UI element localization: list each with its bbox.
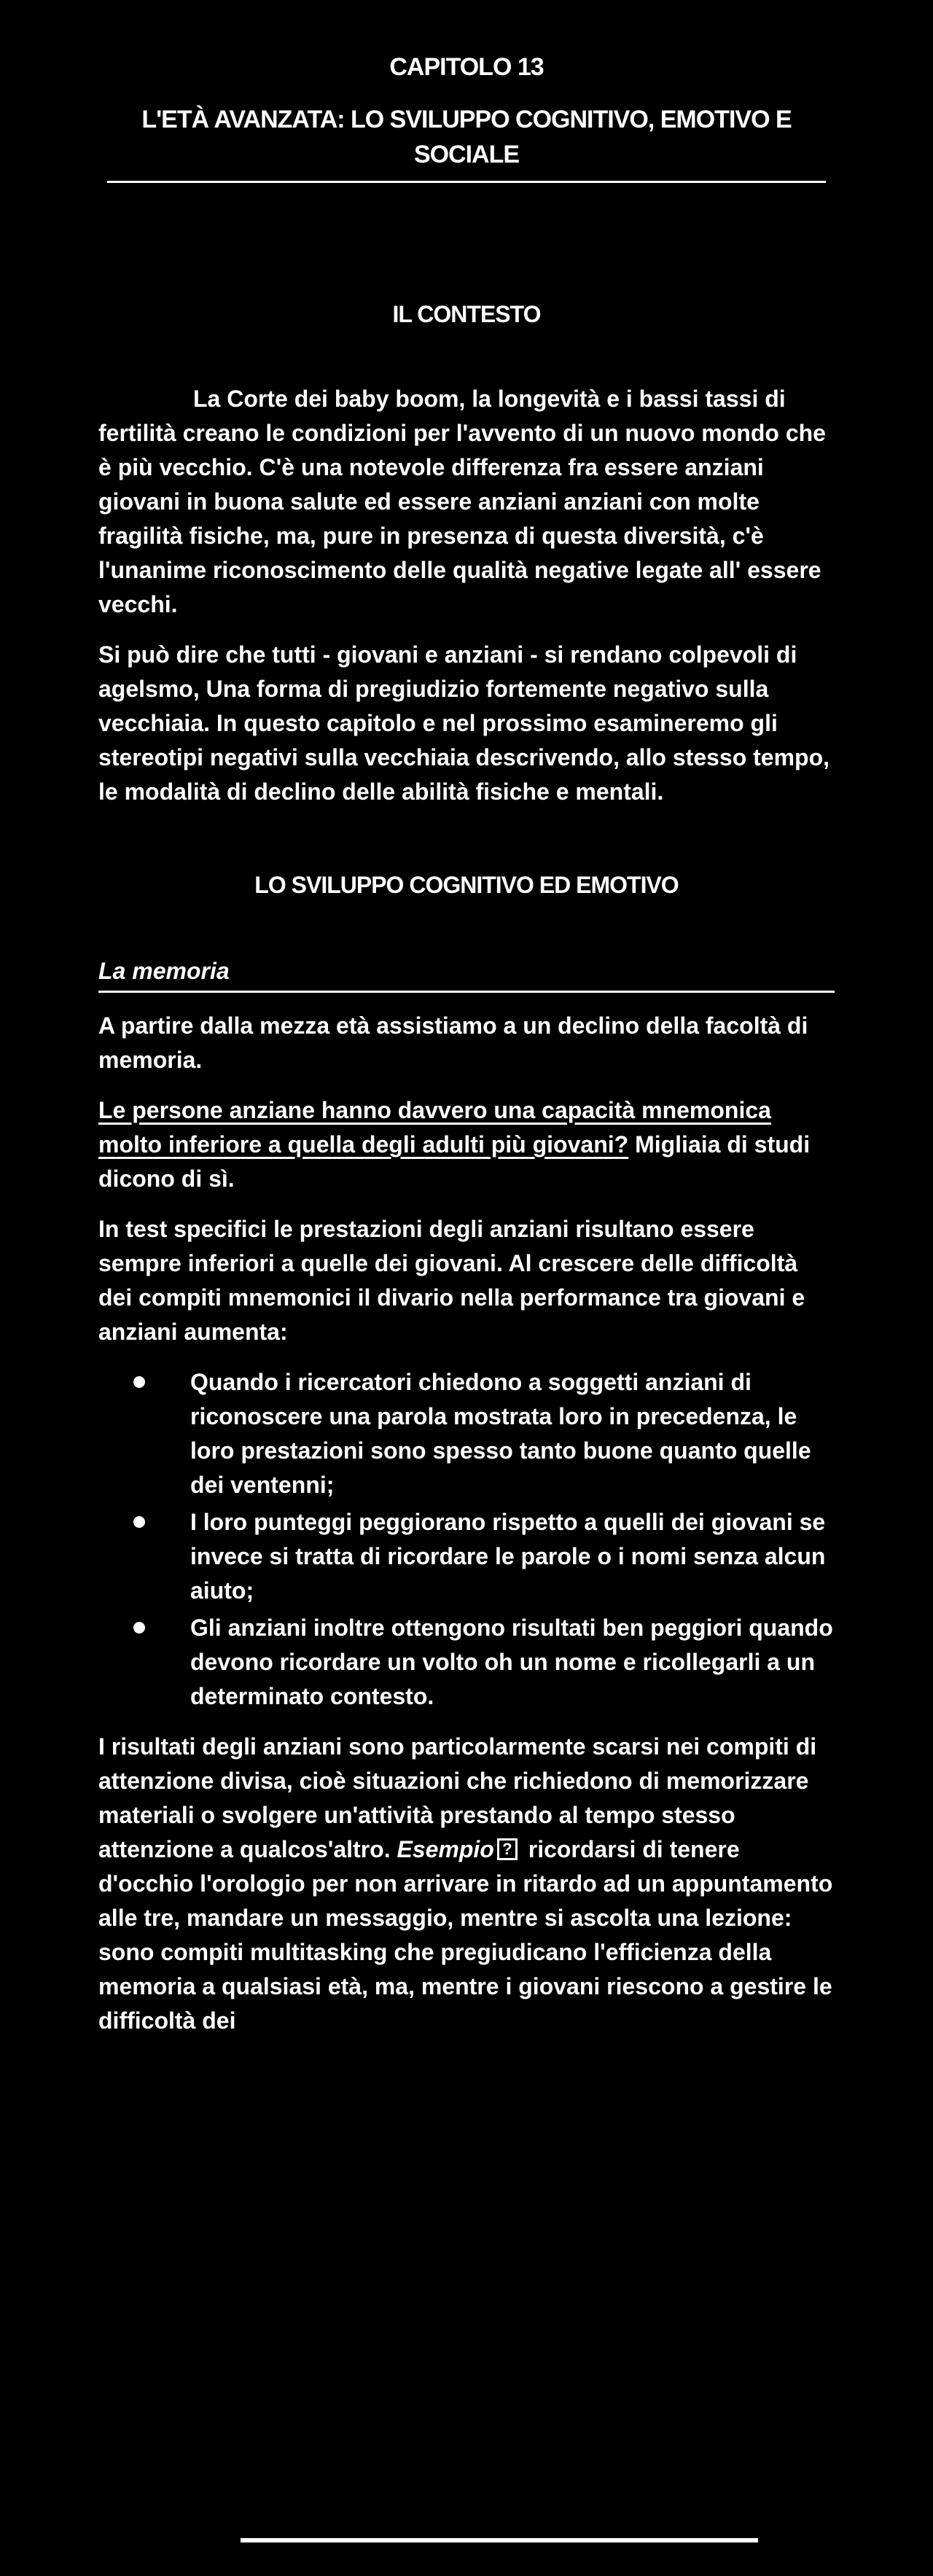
bullet-icon xyxy=(133,1516,145,1528)
question-box-icon: ? xyxy=(497,1838,518,1860)
divided-attention-text: I risultati degli anziani sono particolarmente scarsi nei compiti di attenzione divisa, cioè situazioni che richiedono di memorizzare materiali o svolgere un'attività prestando al tempo stesso attenzione a qualcos'altro. xyxy=(98,1733,817,1862)
paragraph-memory-3: In test specifici le prestazioni degli anziani risultano essere sempre inferiori a quelle dei giovani. Al crescere delle difficoltà dei compiti mnemonici il divario nella performance tra giovani e anziani aumenta: xyxy=(98,1216,805,1345)
list-item-text: I loro punteggi peggiorano rispetto a quelli dei giovani se invece si tratta di ricordare le parole o i nomi senza alcun aiuto; xyxy=(190,1509,826,1604)
list-item-text: Gli anziani inoltre ottengono risultati ben peggiori quando devono ricordare un volto oh un nome e ricollegarli a un determinato contesto. xyxy=(190,1615,833,1709)
chapter-title: L'ETÀ AVANZATA: LO SVILUPPO COGNITIVO, EMOTIVO E SOCIALE xyxy=(141,106,792,168)
bullet-icon xyxy=(133,1376,145,1388)
list-item xyxy=(98,1365,835,1502)
memory-answer: Migliaia di studi dicono di sì. xyxy=(98,1131,811,1192)
memory-bullet-list xyxy=(98,1365,835,1714)
chapter-number: CAPITOLO 13 xyxy=(389,53,544,81)
paragraph-memory-question xyxy=(98,1093,835,1196)
section-title-cognitive: LO SVILUPPO COGNITIVO ED EMOTIVO xyxy=(254,872,679,898)
paragraph-context-2: Si può dire che tutti - giovani e anziani - si rendano colpevoli di agelsmo, Una forma di pregiudizio fortemente negativo sulla vecchiaia. In questo capitolo e nel prossimo esamineremo gli stereotipi negativi sulla vecchiaia descrivendo, allo stesso tempo, le modalità di declino delle abilità fisiche e mentali. xyxy=(98,641,830,805)
subheading-memory: La memoria xyxy=(98,956,835,993)
paragraph-memory-4 xyxy=(98,1730,835,2038)
bullet-icon xyxy=(133,1622,145,1634)
example-text: ricordarsi di tenere d'occhio l'orologio per non arrivare in ritardo ad un appuntamento alle tre, mandare un messaggio, mentre si ascolta una lezione: sono compiti multitasking che pregiudicano l'efficienza della memoria a qualsiasi età, ma, mentre i giovani riescono a gestire le difficoltà dei xyxy=(98,1836,833,2034)
page-cut-highlight xyxy=(241,2538,758,2542)
paragraph-context-1: La Corte dei baby boom, la longevità e i bassi tassi di fertilità creano le condizioni per l'avvento di un nuovo mondo che è più vecchio. C'è una notevole differenza fra essere anziani giovani in buona salute ed essere anziani anziani con molte fragilità fisiche, ma, pure in presenza di questa diversità, c'è l'unanime riconoscimento delle qualità negative legate all' essere vecchi. xyxy=(98,386,826,617)
list-item-text: Quando i ricercatori chiedono a soggetti anziani di riconoscere una parola mostrata loro in precedenza, le loro prestazioni sono spesso tanto buone quanto quelle dei ventenni; xyxy=(190,1369,811,1498)
memory-question: Le persone anziane hanno davvero una capacità mnemonica molto inferiore a quella degli adulti più giovani? xyxy=(98,1097,771,1158)
paragraph-memory-1: A partire dalla mezza età assistiamo a un declino della facoltà di memoria. xyxy=(98,1012,808,1073)
title-divider xyxy=(107,181,826,183)
section-title-context: IL CONTESTO xyxy=(392,301,541,327)
list-item xyxy=(98,1505,835,1608)
list-item xyxy=(98,1611,835,1714)
example-label: Esempio xyxy=(397,1836,494,1862)
